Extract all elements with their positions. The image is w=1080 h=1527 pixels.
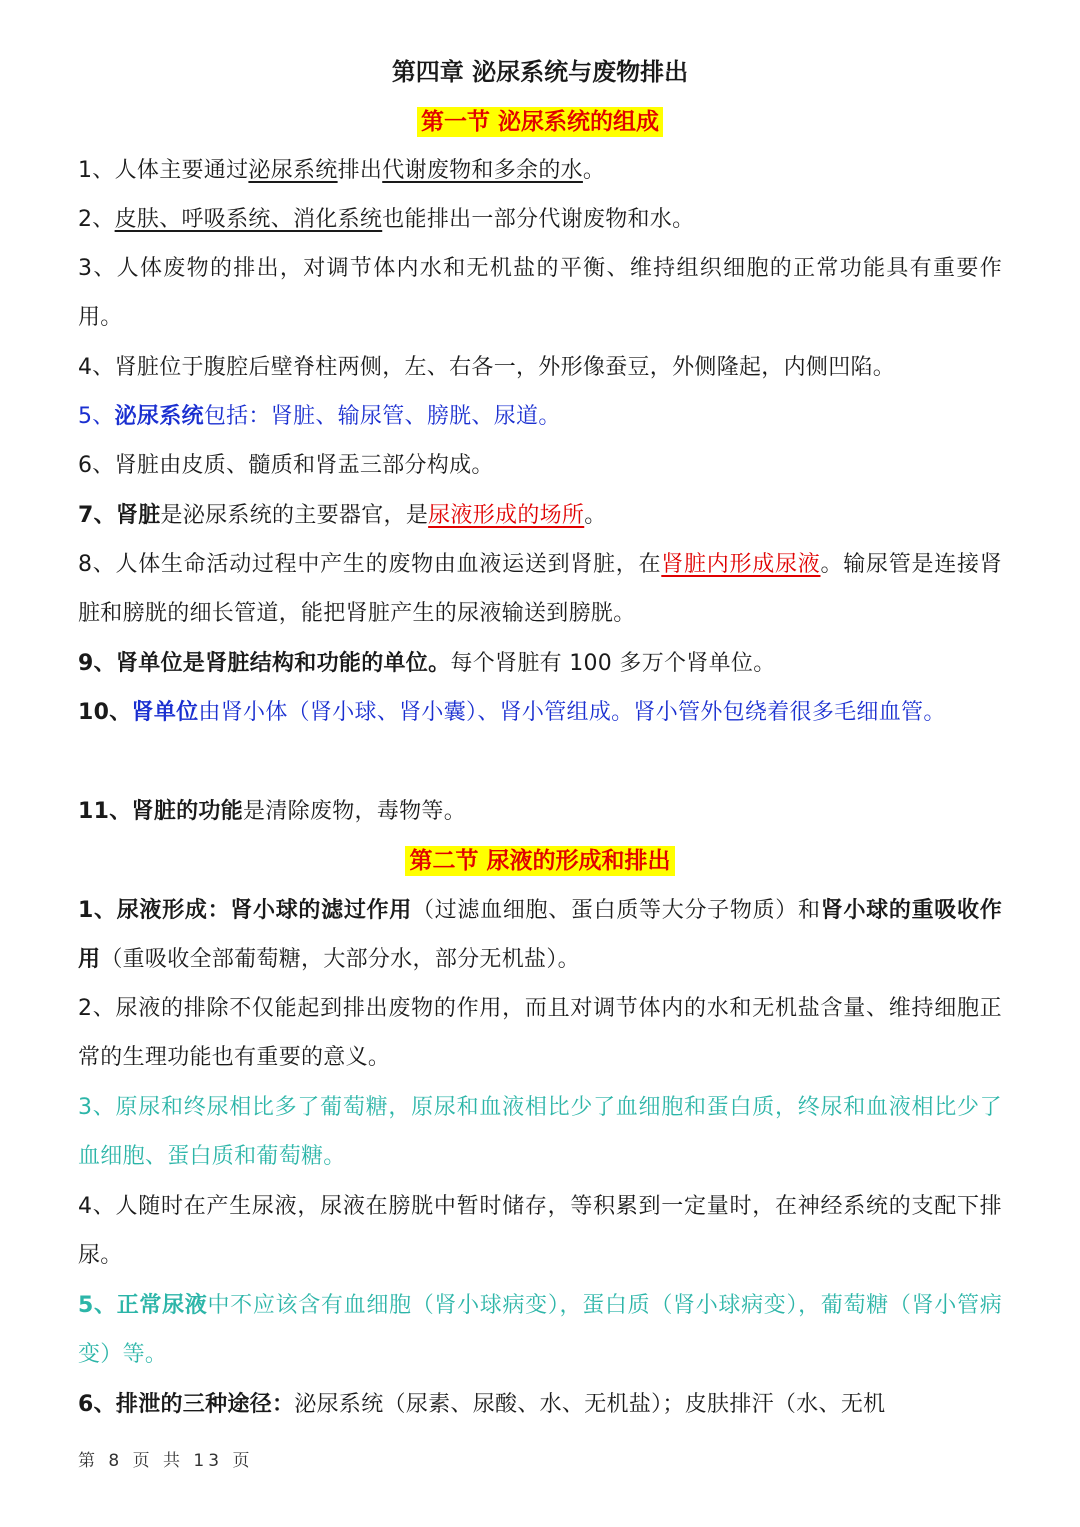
text: 由肾小体（肾小球、肾小囊）、肾小管组成。肾小管外包绕着很多毛细血管。 [198,700,946,725]
section-heading-2-text: 第二节 尿液的形成和排出 [405,846,674,876]
section-heading-1 [0,102,1080,144]
paragraph-1-3: 3、人体废物的排出，对调节体内水和无机盐的平衡、维持组织细胞的正常功能具有重要作用。 [78,256,1002,331]
paragraph-1-4: 4、肾脏位于腹腔后壁脊柱两侧，左、右各一，外形像蚕豆，外侧隆起，内侧凹陷。 [78,355,896,380]
text: （重吸收全部葡萄糖，大部分水，部分无机盐）。 [100,947,580,973]
text: 包括：肾脏、输尿管、膀胱、尿道。 [203,404,561,429]
text: 。 [584,503,607,528]
text: 8、人体生命活动过程中产生的废物由血液运送到肾脏，在 [78,552,662,577]
text: 每个肾脏有 100 多万个肾单位。 [450,651,776,676]
text: 是清除废物，毒物等。 [243,799,467,824]
underlined-text: 代谢废物和多余的水 [382,158,583,183]
paragraph-2-1 [78,886,1002,985]
section-heading-2 [0,841,1080,883]
paragraph-2-5 [78,1281,1002,1380]
paragraph-2-2: 2、尿液的排除不仅能起到排出废物的作用，而且对调节体内的水和无机盐含量、维持细胞正常的生理功能也有重要的意义。 [78,996,1002,1071]
text: 。 [582,158,606,183]
text: 泌尿系统（尿素、尿酸、水、无机盐）；皮肤排汗（水、无机 [294,1392,886,1417]
paragraph-2-3: 3、原尿和终尿相比多了葡萄糖，原尿和血液相比少了血细胞和蛋白质，终尿和血液相比少了血细胞、蛋白质和葡萄糖。 [78,1095,1002,1170]
bold-text: 7、肾脏 [78,503,161,528]
section-heading-1-text: 第一节 泌尿系统的组成 [417,107,663,137]
bold-text: 泌尿系统 [114,404,204,429]
bold-text: 5、正常尿液 [78,1293,208,1318]
chapter-title: 第四章 泌尿系统与废物排出 [391,58,689,86]
underlined-text: 皮肤、呼吸系统、消化系统 [114,207,383,232]
page-number-footer: 第 8 页 共 13 页 [78,1451,254,1471]
text: 是泌尿系统的主要器官，是 [160,503,429,528]
text: 5、 [78,404,115,429]
bold-text: 肾小球的重吸收作用 [78,898,1003,973]
bold-text: 6、排泄的三种途径： [78,1392,295,1417]
bold-text: 10、 [78,700,132,725]
text: 也能排出一部分代谢废物和水。 [382,207,695,232]
paragraph-1-6: 6、肾脏由皮质、髓质和肾盂三部分构成。 [78,453,494,478]
paragraph-1-8 [78,540,1002,639]
text: 排出 [337,158,383,183]
underlined-text: 泌尿系统 [248,158,338,183]
paragraph-1-2 [78,195,1002,244]
bold-text: 1、尿液形成：肾小球的滤过作用 [78,898,412,923]
bold-text: 9、肾单位是肾脏结构和功能的单位。 [78,651,451,676]
text: 。输尿管是连接肾脏和膀胱的细长管道，能把肾脏产生的尿液输送到膀胱。 [78,552,1002,627]
paragraph-1-5 [78,392,1002,441]
text: 中不应该含有血细胞（肾小球病变），蛋白质（肾小球病变），葡萄糖（肾小管病变）等。 [78,1293,1002,1368]
paragraph-1-11 [78,787,1002,836]
text: 1、人体主要通过 [78,158,249,183]
paragraph-1-1 [78,146,1002,195]
text: （过滤血细胞、蛋白质等大分子物质）和 [411,898,821,923]
paragraph-1-10 [78,688,1002,737]
paragraph-1-9 [78,639,1002,688]
bold-text: 肾单位 [131,700,199,725]
red-underlined-text: 尿液形成的场所 [428,503,585,528]
paragraph-2-6 [78,1380,1002,1429]
red-underlined-text: 肾脏内形成尿液 [661,552,821,577]
text: 2、 [78,207,115,232]
bold-text: 11、肾脏的功能 [78,799,244,824]
paragraph-1-7 [78,491,1002,540]
paragraph-2-4: 4、人随时在产生尿液，尿液在膀胱中暂时储存，等积累到一定量时，在神经系统的支配下排尿。 [78,1194,1002,1269]
